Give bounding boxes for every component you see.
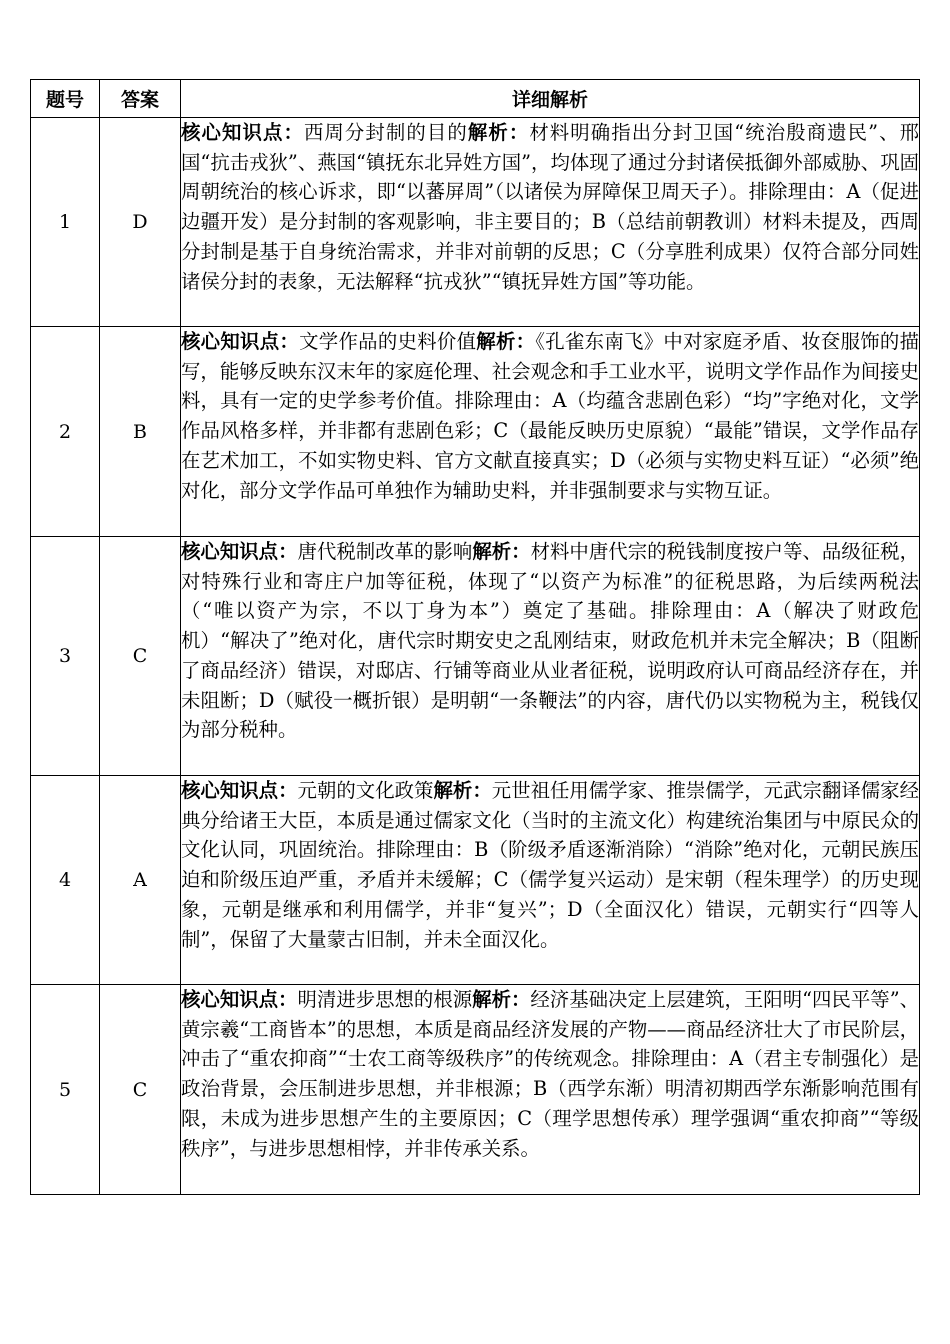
table-row (31, 985, 920, 1195)
knowledge-point-text: 明清进步思想的根源 (297, 988, 473, 1011)
table-header-row (31, 80, 920, 118)
question-number: 5 (31, 985, 100, 1195)
question-number: 2 (31, 327, 100, 537)
analysis-text: 经济基础决定上层建筑，王阳明“四民平等”、黄宗羲“工商皆本”的思想，本质是商品经济发展的产物——商品经济壮大了市民阶层，冲击了“重农抑商”“士农工商等级秩序”的传统观念。排除理由：A（君主专制强化）是政治背景，会压制进步思想，并非根源；B（西学东渐）明清初期西学东渐影响范围有限，未成为进步思想产生的主要原因；C（理学思想传承）理学强调“重农抑商”“等级秩序”，与进步思想相悖，并非传承关系。 (181, 988, 920, 1160)
analysis-text: 材料中唐代宗的税钱制度按户等、品级征税，对特殊行业和寄庄户加等征税，体现了“以资产为标准”的征税思路，为后续两税法（“唯以资产为宗，不以丁身为本”）奠定了基础。排除理由：A（解决了财政危机）“解决了”绝对化，唐代宗时期安史之乱刚结束，财政危机并未完全解决；B（阻断了商品经济）错误，对邸店、行铺等商业从业者征税，说明政府认可商品经济存在，并未阻断；D（赋役一概折银）是明朝“一条鞭法”的内容，唐代仍以实物税为主，税钱仅为部分税种。 (181, 540, 919, 742)
analysis-cell (181, 985, 920, 1195)
answer-letter: B (100, 327, 181, 537)
answer-letter: A (100, 776, 181, 985)
table-row (31, 537, 920, 776)
knowledge-point-label: 核心知识点： (181, 330, 300, 353)
analysis-cell (181, 118, 920, 327)
answer-table (30, 79, 920, 1195)
table-row (31, 118, 920, 327)
question-number: 4 (31, 776, 100, 985)
question-number: 3 (31, 537, 100, 776)
knowledge-point-text: 唐代税制改革的影响 (297, 540, 473, 563)
header-answer: 答案 (100, 80, 181, 118)
analysis-label: 解析： (433, 779, 492, 802)
analysis-cell (181, 776, 920, 985)
knowledge-point-label: 核心知识点： (181, 988, 298, 1011)
table-row (31, 327, 920, 537)
analysis-text: 材料明确指出分封卫国“统治殷商遗民”、邢国“抗击戎狄”、燕国“镇抚东北异姓方国”，均体现了通过分封诸侯抵御外部威胁、巩固周朝统治的核心诉求，即“以蕃屏周”（以诸侯为屏障保卫周天子）。排除理由：A（促进边疆开发）是分封制的客观影响，非主要目的；B（总结前朝教训）材料未提及，西周分封制是基于自身统治需求，并非对前朝的反思；C（分享胜利成果）仅符合部分同姓诸侯分封的表象，无法解释“抗戎狄”“镇抚异姓方国”等功能。 (181, 121, 920, 293)
answer-letter: C (100, 537, 181, 776)
analysis-cell (181, 537, 920, 776)
header-detail: 详细解析 (181, 80, 920, 118)
analysis-label: 解析： (472, 540, 531, 563)
table-row (31, 776, 920, 985)
analysis-text: 《孔雀东南飞》中对家庭矛盾、妆奁服饰的描写，能够反映东汉末年的家庭伦理、社会观念和手工业水平，说明文学作品作为间接史料，具有一定的史学参考价值。排除理由：A（均蕴含悲剧色彩）“均”字绝对化，文学作品风格多样，并非都有悲剧色彩；C（最能反映历史原貌）“最能”错误，文学作品存在艺术加工，不如实物史料、官方文献直接真实；D（必须与实物史料互证）“必须”绝对化，部分文学作品可单独作为辅助史料，并非强制要求与实物互证。 (181, 330, 920, 502)
analysis-label: 解析： (467, 121, 530, 144)
knowledge-point-text: 元朝的文化政策 (297, 779, 434, 802)
analysis-cell (181, 327, 920, 537)
question-number: 1 (31, 118, 100, 327)
knowledge-point-text: 文学作品的史料价值 (299, 330, 477, 353)
knowledge-point-label: 核心知识点： (181, 121, 304, 144)
analysis-text: 元世祖任用儒学家、推崇儒学，元武宗翻译儒家经典分给诸王大臣，本质是通过儒家文化（当时的主流文化）构建统治集团与中原民众的文化认同，巩固统治。排除理由：B（阶级矛盾逐渐消除）“消除”绝对化，元朝民族压迫和阶级压迫严重，矛盾并未缓解；C（儒学复兴运动）是宋朝（程朱理学）的历史现象，元朝是继承和利用儒学，并非“复兴”；D（全面汉化）错误，元朝实行“四等人制”，保留了大量蒙古旧制，并未全面汉化。 (181, 779, 919, 951)
answer-letter: D (100, 118, 181, 327)
knowledge-point-label: 核心知识点： (181, 540, 298, 563)
knowledge-point-text: 西周分封制的目的 (303, 121, 468, 144)
analysis-label: 解析： (476, 330, 536, 353)
knowledge-point-label: 核心知识点： (181, 779, 298, 802)
analysis-label: 解析： (472, 988, 531, 1011)
header-number: 题号 (31, 80, 100, 118)
answer-letter: C (100, 985, 181, 1195)
